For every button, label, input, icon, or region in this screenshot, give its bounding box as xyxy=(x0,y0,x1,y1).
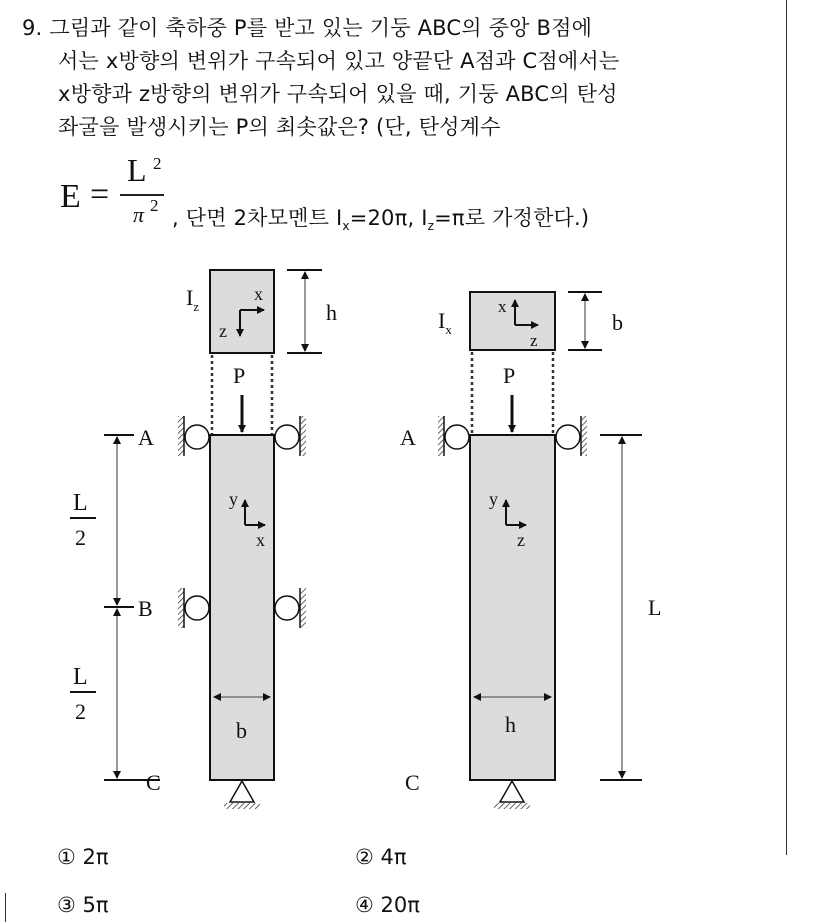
ix-subscript: x xyxy=(342,219,350,234)
choice-value: 4π xyxy=(380,845,407,869)
right-dimension-l xyxy=(600,435,661,780)
assumption-suffix: =π로 가정한다.) xyxy=(434,206,590,230)
left-column-figure xyxy=(70,270,337,809)
choice-mark: ① xyxy=(57,845,76,869)
choice-3[interactable] xyxy=(57,893,109,917)
question-line-3: x방향과 z방향의 변위가 구속되어 있을 때, 기둥 ABC의 탄성 xyxy=(58,82,618,106)
right-section-label: $I_x$ xyxy=(438,308,452,337)
choice-value: 5π xyxy=(82,893,109,917)
choice-mark: ② xyxy=(355,845,374,869)
choice-value: 20π xyxy=(380,893,420,917)
svg-text:2: 2 xyxy=(75,699,86,724)
iz-subscript: z xyxy=(427,219,435,234)
svg-text:x: x xyxy=(498,297,507,316)
question-number: 9. xyxy=(22,16,43,40)
question-line-2: 서는 x방향의 변위가 구속되어 있고 양끝단 A점과 C점에서는 xyxy=(58,49,620,73)
svg-text:b: b xyxy=(612,310,623,335)
formula-e: E xyxy=(60,178,81,215)
svg-text:L: L xyxy=(648,595,662,620)
svg-text:L: L xyxy=(73,490,88,516)
formula-equals: = xyxy=(90,176,110,213)
choice-value: 2π xyxy=(82,845,109,869)
svg-text:z: z xyxy=(530,331,538,350)
left-pin-support xyxy=(224,781,260,809)
left-point-a: A xyxy=(138,425,154,450)
svg-text:x: x xyxy=(256,530,265,550)
left-load-label: P xyxy=(233,363,246,388)
svg-text:y: y xyxy=(229,489,238,509)
right-point-c: C xyxy=(405,770,420,795)
choice-mark: ③ xyxy=(57,893,76,917)
choice-2[interactable] xyxy=(355,845,407,869)
left-dimension-h xyxy=(287,270,337,353)
ix-value: =20π, I xyxy=(349,206,428,230)
choice-mark: ④ xyxy=(355,893,374,917)
right-point-a: A xyxy=(400,425,416,450)
choice-4[interactable] xyxy=(355,893,420,917)
left-point-b: B xyxy=(138,596,153,621)
svg-text:h: h xyxy=(326,300,337,325)
formula-denominator-exp: 2 xyxy=(150,196,159,215)
svg-text:z: z xyxy=(219,321,227,341)
svg-text:L: L xyxy=(73,664,88,690)
right-pin-support xyxy=(494,781,530,809)
question-line-4: 좌굴을 발생시키는 P의 최솟값은? (단, 탄성계수 xyxy=(58,115,501,139)
formula-denominator: π xyxy=(133,202,145,227)
right-dimension-b xyxy=(568,292,623,350)
left-section-label: $I_z$ xyxy=(186,285,200,314)
left-width-label: b xyxy=(236,718,247,743)
left-point-c: C xyxy=(146,770,161,795)
formula-numerator-exp: 2 xyxy=(153,154,162,173)
assumption-prefix: , 단면 2차모멘트 I xyxy=(172,206,343,230)
right-load-label: P xyxy=(503,363,516,388)
right-width-label: h xyxy=(505,712,516,737)
question-line-1: 그림과 같이 축하중 P를 받고 있는 기둥 ABC의 중앙 B점에 xyxy=(49,16,593,40)
right-column-figure xyxy=(400,292,661,809)
choice-1[interactable] xyxy=(57,845,109,869)
formula-numerator: L xyxy=(127,152,147,188)
svg-text:2: 2 xyxy=(75,525,86,550)
right-cross-section xyxy=(470,292,555,350)
svg-text:z: z xyxy=(517,530,525,550)
svg-text:x: x xyxy=(254,284,263,304)
svg-text:y: y xyxy=(489,489,498,509)
